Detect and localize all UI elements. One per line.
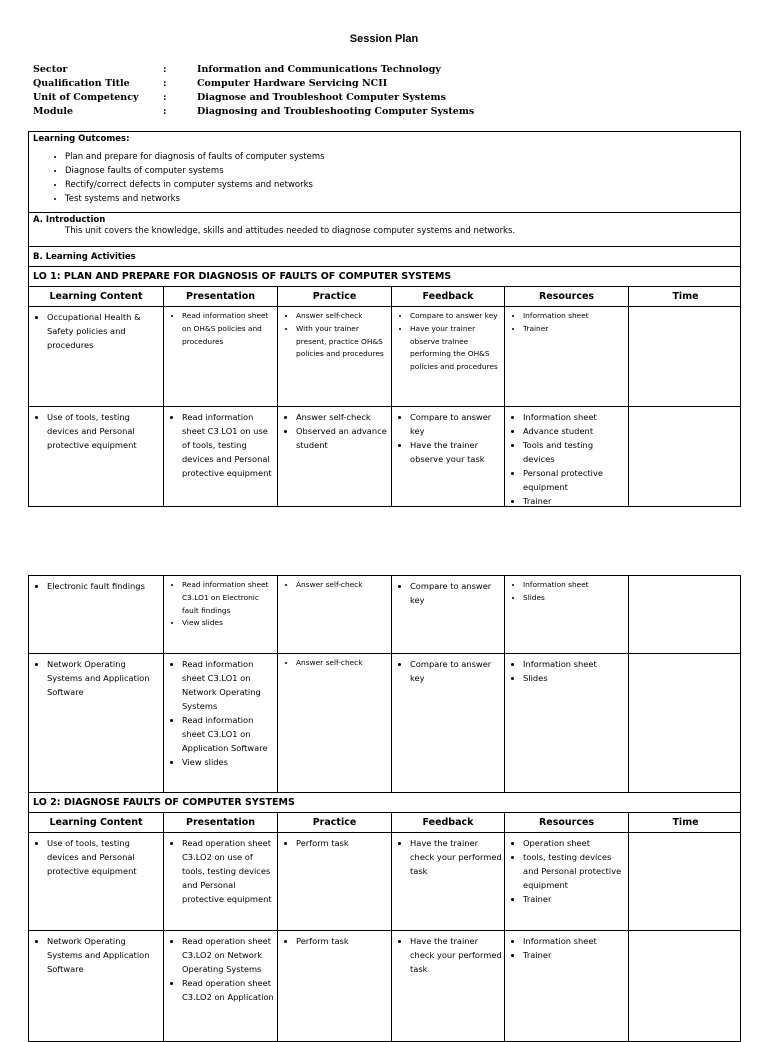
column-header: Feedback <box>392 813 505 832</box>
feedback-cell <box>392 307 505 406</box>
list-item: • Answer self-check <box>296 579 389 592</box>
presentation-cell <box>164 833 278 930</box>
column-header: Learning Content <box>29 287 164 306</box>
list-item: • Compare to answer key <box>410 410 502 438</box>
table-header <box>29 813 740 833</box>
meta-key: Module <box>33 106 74 117</box>
table-row <box>29 307 740 407</box>
feedback-cell <box>392 407 505 506</box>
list-item: • Read information sheet C3.LO1 on Application Software <box>182 713 275 755</box>
meta-row-unit <box>33 91 474 105</box>
list-item: • Observed an advance student <box>296 424 389 452</box>
learning-outcomes <box>29 132 740 213</box>
time-cell <box>629 407 742 506</box>
list-item: • Rectify/correct defects in computer systems and networks <box>65 178 736 192</box>
resources-cell <box>505 407 629 506</box>
lo1-title: LO 1: PLAN AND PREPARE FOR DIAGNOSIS OF FAULTS OF COMPUTER SYSTEMS <box>29 267 740 287</box>
meta-key: Qualification Title <box>33 78 130 89</box>
resources-cell <box>505 833 629 930</box>
list-item: • Read information sheet on OH&S policies and procedures <box>182 310 275 348</box>
column-header: Time <box>672 291 699 302</box>
meta-value: Diagnose and Troubleshoot Computer Systems <box>197 92 446 103</box>
list-item: • View slides <box>182 617 275 630</box>
column-header: Practice <box>278 813 392 832</box>
list-item: • Information sheet <box>523 934 626 948</box>
list-item: • tools, testing devices and Personal protective equipment <box>523 850 626 892</box>
resources-cell <box>505 576 629 653</box>
learning-content-cell <box>29 931 164 1041</box>
list-item: • Slides <box>523 671 626 685</box>
introduction-text: This unit covers the knowledge, skills and attitudes needed to diagnose computer systems and networks. <box>65 226 516 236</box>
time-cell <box>629 931 742 1041</box>
lo2-title: LO 2: DIAGNOSE FAULTS OF COMPUTER SYSTEMS <box>29 793 740 813</box>
list-item: • Compare to answer key <box>410 657 502 685</box>
practice-cell <box>278 833 392 930</box>
list-item: • Use of tools, testing devices and Personal protective equipment <box>47 410 161 452</box>
list-item: • Read information sheet C3.LO1 on Network Operating Systems <box>182 657 275 713</box>
list-item: • Personal protective equipment <box>523 466 626 494</box>
list-item: • Occupational Health & Safety policies and procedures <box>47 310 161 352</box>
list-item: • Answer self-check <box>296 310 389 323</box>
feedback-cell <box>392 833 505 930</box>
meta-row-module <box>33 105 474 119</box>
introduction-heading: A. Introduction <box>33 215 106 225</box>
learning-content-cell <box>29 407 164 506</box>
list-item: • Trainer <box>523 494 626 506</box>
session-plan-table-page-2 <box>28 575 741 1042</box>
learning-content-cell <box>29 654 164 792</box>
meta-value: Diagnosing and Troubleshooting Computer Systems <box>197 106 475 117</box>
list-item: • Slides <box>523 592 626 605</box>
list-item: • Compare to answer key <box>410 579 502 607</box>
list-item: • Answer self-check <box>296 410 389 424</box>
table-row <box>29 576 740 654</box>
column-header: Practice <box>278 287 392 306</box>
learning-content-cell <box>29 833 164 930</box>
practice-cell <box>278 407 392 506</box>
resources-cell <box>505 931 629 1041</box>
list-item: • Have the trainer check your performed task <box>410 934 502 976</box>
presentation-cell <box>164 307 278 406</box>
learning-outcomes-list <box>33 150 736 206</box>
meta-key: Unit of Competency <box>33 92 139 103</box>
list-item: • With your trainer present, practice OH&S policies and procedures <box>296 323 389 361</box>
feedback-cell <box>392 576 505 653</box>
plan-metadata <box>33 63 474 119</box>
list-item: • Information sheet <box>523 410 626 424</box>
list-item: • Tools and testing devices <box>523 438 626 466</box>
feedback-cell <box>392 931 505 1041</box>
list-item: • Have your trainer observe trainee performing the OH&S policies and procedures <box>410 323 502 374</box>
list-item: • Information sheet <box>523 657 626 671</box>
column-header: Resources <box>505 287 629 306</box>
meta-value: Information and Communications Technology <box>197 64 441 75</box>
presentation-cell <box>164 576 278 653</box>
list-item: • Electronic fault findings <box>47 579 161 593</box>
table-row <box>29 931 740 1041</box>
time-cell <box>629 307 742 406</box>
list-item: • Have the trainer check your performed task <box>410 836 502 878</box>
column-header: Time <box>672 817 699 828</box>
resources-cell <box>505 307 629 406</box>
introduction-section <box>29 213 740 247</box>
list-item: • Read information sheet C3.LO1 on Electronic fault findings <box>182 579 275 617</box>
page-title: Session Plan <box>349 33 419 45</box>
meta-colon: : <box>163 64 167 75</box>
list-item: • Diagnose faults of computer systems <box>65 164 736 178</box>
list-item: • Read operation sheet C3.LO2 on Network Operating Systems <box>182 934 275 976</box>
list-item: • Have the trainer observe your task <box>410 438 502 466</box>
list-item: • Network Operating Systems and Application Software <box>47 657 161 699</box>
table-row <box>29 654 740 793</box>
time-cell <box>629 833 742 930</box>
list-item: • Answer self-check <box>296 657 389 670</box>
presentation-cell <box>164 407 278 506</box>
column-header: Resources <box>505 813 629 832</box>
list-item: • View slides <box>182 755 275 769</box>
table-row <box>29 833 740 931</box>
list-item: • Network Operating Systems and Application Software <box>47 934 161 976</box>
presentation-cell <box>164 654 278 792</box>
table-row <box>29 407 740 506</box>
learning-outcomes-heading: Learning Outcomes: <box>33 134 130 144</box>
list-item: • Plan and prepare for diagnosis of faults of computer systems <box>65 150 736 164</box>
list-item: • Test systems and networks <box>65 192 736 206</box>
list-item: • Perform task <box>296 836 389 850</box>
list-item: • Trainer <box>523 948 626 962</box>
feedback-cell <box>392 654 505 792</box>
list-item: • Trainer <box>523 892 626 906</box>
meta-colon: : <box>163 92 167 103</box>
list-item: • Use of tools, testing devices and Personal protective equipment <box>47 836 161 878</box>
time-cell <box>629 576 742 653</box>
presentation-cell <box>164 931 278 1041</box>
list-item: • Compare to answer key <box>410 310 502 323</box>
list-item: • Read information sheet C3.LO1 on use of tools, testing devices and Personal protective equipment <box>182 410 275 480</box>
meta-row-qualification <box>33 77 474 91</box>
column-header: Learning Content <box>29 813 164 832</box>
meta-colon: : <box>163 78 167 89</box>
practice-cell <box>278 654 392 792</box>
table-header <box>29 287 740 307</box>
learning-activities-heading: B. Learning Activities <box>29 247 740 267</box>
column-header: Feedback <box>392 287 505 306</box>
meta-row-sector <box>33 63 474 77</box>
list-item: • Read operation sheet C3.LO2 on use of tools, testing devices and Personal protective equipment <box>182 836 275 906</box>
column-header: Presentation <box>164 813 278 832</box>
learning-content-cell <box>29 307 164 406</box>
session-plan-table-page-1 <box>28 131 741 507</box>
meta-key: Sector <box>33 64 68 75</box>
list-item: • Perform task <box>296 934 389 948</box>
practice-cell <box>278 931 392 1041</box>
resources-cell <box>505 654 629 792</box>
list-item: • Operation sheet <box>523 836 626 850</box>
time-cell <box>629 654 742 792</box>
practice-cell <box>278 576 392 653</box>
learning-content-cell <box>29 576 164 653</box>
meta-colon: : <box>163 106 167 117</box>
list-item: • Trainer <box>523 323 626 336</box>
list-item: • Information sheet <box>523 310 626 323</box>
meta-value: Computer Hardware Servicing NCII <box>197 78 388 89</box>
practice-cell <box>278 307 392 406</box>
column-header: Presentation <box>164 287 278 306</box>
list-item: • Information sheet <box>523 579 626 592</box>
list-item: • Read operation sheet C3.LO2 on Application <box>182 976 275 1004</box>
list-item: • Advance student <box>523 424 626 438</box>
